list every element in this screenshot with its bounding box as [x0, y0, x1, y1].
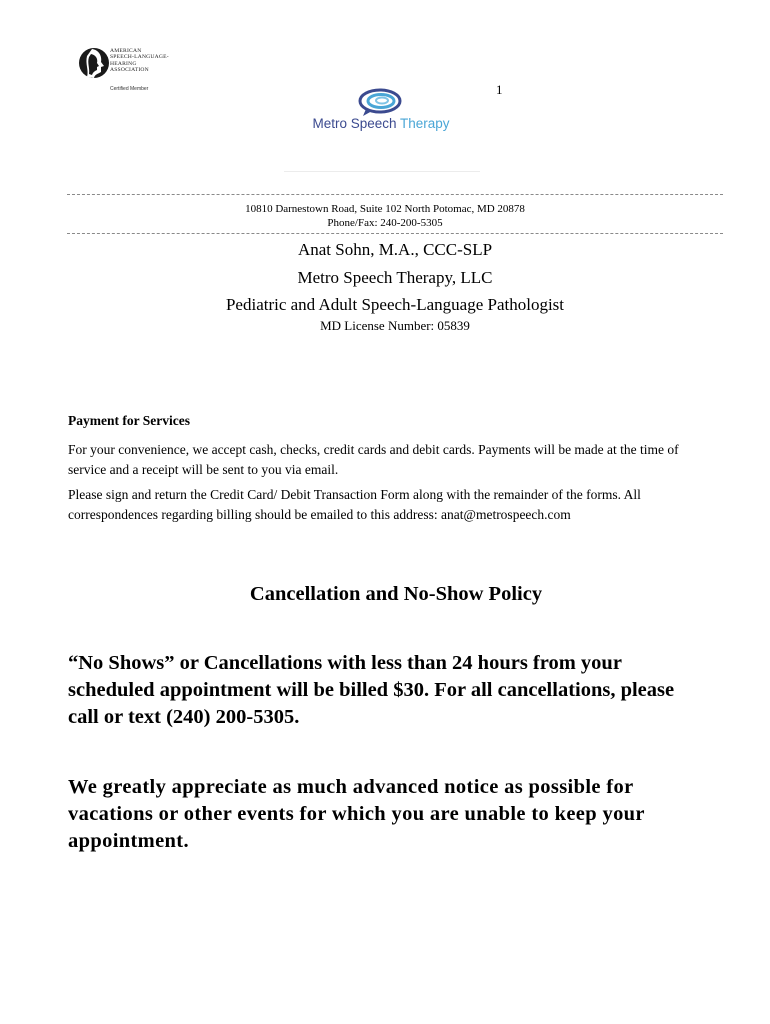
asha-line: ASSOCIATION	[110, 67, 149, 74]
asha-line: HEARING	[110, 60, 137, 67]
logo-wordmark	[300, 116, 462, 131]
asha-badge	[77, 44, 177, 94]
asha-line: AMERICAN	[110, 48, 142, 54]
address-line: 10810 Darnestown Road, Suite 102 North Potomac, MD 20878	[245, 203, 525, 215]
company-name: Metro Speech Therapy, LLC	[297, 268, 493, 287]
asha-certified-member: Certified Member	[110, 86, 149, 92]
no-show-policy-text: “No Shows” or Cancellations with less than 24 hours from your scheduled appointment will be billed $30. For all cancellations, please call or text (240) 200-5305.	[68, 652, 675, 728]
payment-heading: Payment for Services	[68, 413, 190, 428]
billing-paragraph: Please sign and return the Credit Card/ Debit Transaction Form along with the remainder of the forms. All correspondences regarding billing should be emailed to this address: anat@metrospeech.com	[68, 487, 641, 522]
logo-word-therapy: Therapy	[400, 116, 450, 131]
advance-notice-text: We greatly appreciate as much advanced notice as possible for vacations or other events for which you are unable to keep your appointment.	[68, 776, 645, 852]
speech-bubble-swirl-icon	[358, 88, 404, 118]
top-divider	[67, 194, 723, 195]
payment-paragraph: For your convenience, we accept cash, checks, credit cards and debit cards. Payments will be made at the time of service and a receipt will be sent to you via email.	[68, 442, 679, 477]
metro-speech-logo	[300, 88, 462, 138]
logo-divider	[284, 171, 480, 172]
asha-line: SPEECH-LANGUAGE-	[110, 54, 169, 61]
phone-fax-line: Phone/Fax: 240-200-5305	[327, 217, 443, 229]
logo-word-metro-speech: Metro Speech	[312, 116, 397, 131]
asha-profile-logo-icon	[77, 44, 111, 84]
policy-title: Cancellation and No-Show Policy	[249, 583, 543, 605]
license-number: MD License Number: 05839	[320, 318, 470, 333]
asha-name	[110, 48, 169, 74]
page-number: 1	[496, 82, 503, 97]
bottom-divider	[67, 233, 723, 234]
provider-name: Anat Sohn, M.A., CCC-SLP	[297, 240, 493, 259]
provider-specialty: Pediatric and Adult Speech-Language Pathologist	[225, 295, 565, 314]
